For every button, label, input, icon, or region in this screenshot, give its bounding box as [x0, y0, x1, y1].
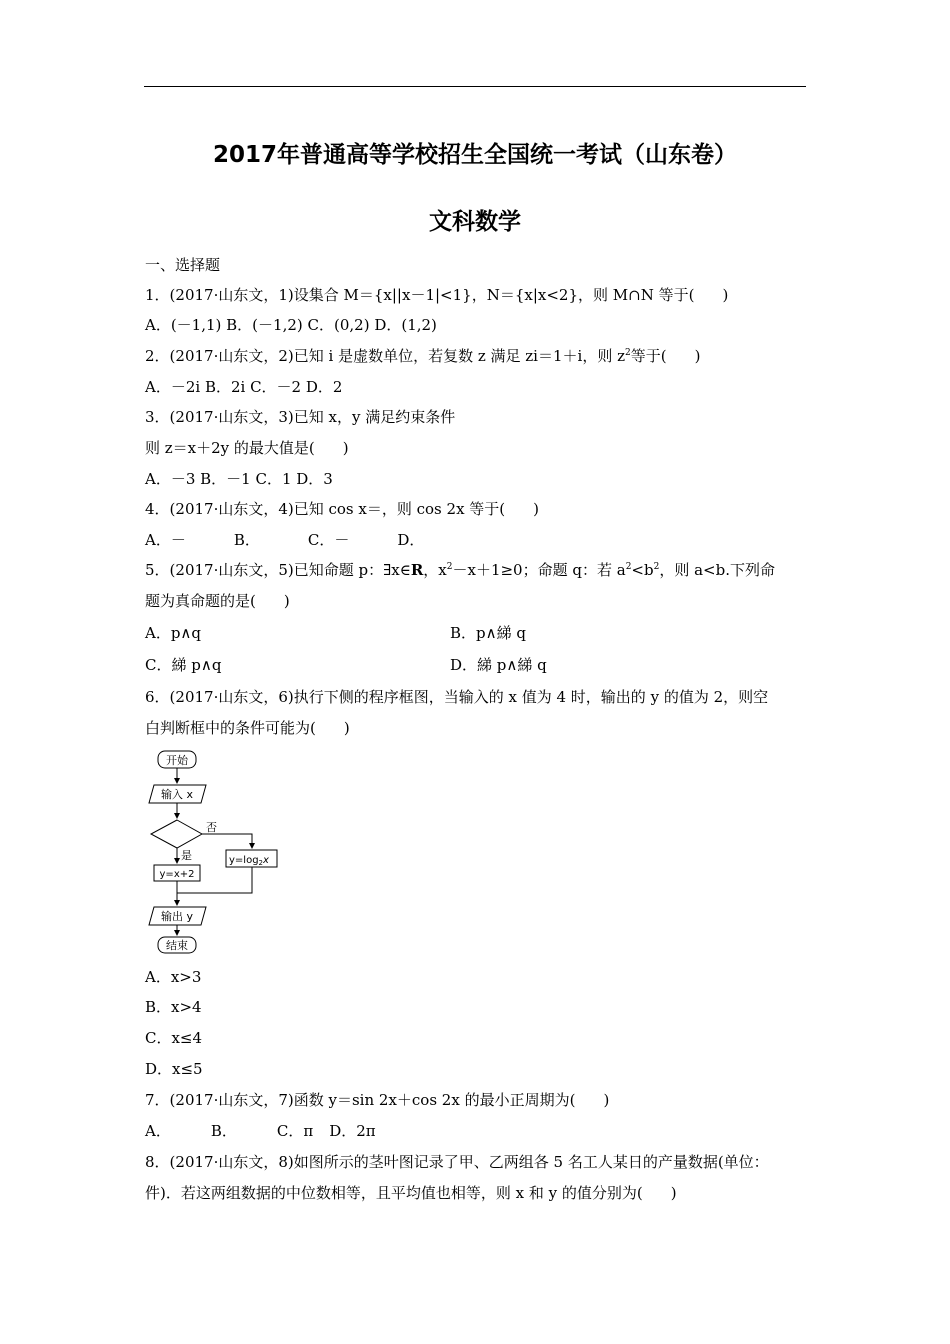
- flow-start-label: 开始: [166, 754, 188, 767]
- q6-close: ): [343, 719, 350, 737]
- q4-text: 4．(2017·山东文，4)已知 cos x＝，则 cos 2x 等于(: [145, 500, 506, 518]
- q5-sup1: 2: [446, 562, 453, 572]
- q4-option-a: A．－: [145, 531, 186, 549]
- q5-part-e: ，则 a<b.下列命: [659, 561, 775, 579]
- q5-part-c: －x＋1≥0；命题 q：若 a: [452, 561, 626, 579]
- flowchart: [140, 745, 290, 957]
- question-3: 3．(2017·山东文，3)已知 x，y 满足约束条件: [145, 408, 456, 426]
- page-subtitle: 文科数学: [429, 209, 521, 235]
- q7-close: ): [603, 1091, 610, 1109]
- question-8-line2: [145, 1184, 677, 1202]
- flow-log-b: x: [263, 855, 269, 866]
- q5-option-a: A．p∧q: [145, 624, 202, 642]
- q6-option-a: A．x>3: [145, 968, 202, 986]
- flow-no-label: 否: [206, 821, 217, 834]
- q6-option-b: B．x>4: [145, 998, 202, 1016]
- q5-option-c: C．綈 p∧q: [145, 656, 222, 674]
- q5-close: ): [283, 592, 290, 610]
- q6-option-c: C．x≤4: [145, 1029, 203, 1047]
- q4-option-c: C．－: [307, 531, 350, 549]
- flow-input-label: 输入 x: [160, 788, 194, 801]
- question-8: 8．(2017·山东文，8)如图所示的茎叶图记录了甲、乙两组各 5 名工人某日的产量数据(单位：: [145, 1153, 769, 1171]
- question-6: 6．(2017·山东文，6)执行下侧的程序框图，当输入的 x 值为 4 时，输出的 y 的值为 2，则空: [145, 688, 769, 706]
- q5-text2: 题为真命题的是(: [145, 592, 256, 610]
- q3-options: A．－3 B．－1 C．1 D．3: [145, 470, 333, 488]
- q7-text: 7．(2017·山东文，7)函数 y＝sin 2x＋cos 2x 的最小正周期为(: [145, 1091, 576, 1109]
- flow-decision: [151, 820, 202, 848]
- flow-log-label: [229, 855, 269, 867]
- page-title: 2017年普通高等学校招生全国统一考试（山东卷）: [212, 142, 737, 168]
- q7-option-b: B．: [210, 1122, 237, 1140]
- flow-log-a: y=log: [229, 855, 259, 866]
- question-7: [145, 1091, 609, 1109]
- flow-add-label: y=x+2: [159, 869, 195, 880]
- q4-options: [145, 531, 424, 549]
- q4-option-b: B．: [233, 531, 260, 549]
- question-1: [145, 286, 728, 304]
- q7-option-c: C．π: [276, 1122, 314, 1140]
- q2-close: ): [694, 347, 701, 365]
- q7-option-a: A．: [145, 1122, 171, 1140]
- q5-part-a: 5．(2017·山东文，5)已知命题 p：∃x∈: [145, 561, 411, 579]
- section-heading: 一、选择题: [145, 256, 221, 274]
- q5-sup3: 2: [653, 562, 660, 572]
- q1-prefix: 1．(2017·山东文，1)设集合: [145, 286, 344, 304]
- question-6-line2: [145, 719, 350, 737]
- q3-close: ): [342, 439, 349, 457]
- q5-real-set: R: [410, 561, 424, 579]
- q8-close: ): [670, 1184, 677, 1202]
- top-rule: [144, 86, 806, 87]
- q6-option-d: D．x≤5: [145, 1060, 203, 1078]
- question-5-line2: [145, 592, 290, 610]
- q2-options: A．－2i B．2i C．－2 D．2: [145, 378, 343, 396]
- q1-close: ): [722, 286, 729, 304]
- q5-option-b: B．p∧綈 q: [450, 624, 526, 642]
- flow-end-label: 结束: [166, 939, 188, 952]
- q5-part-b: ，x: [423, 561, 447, 579]
- q5-sup2: 2: [625, 562, 632, 572]
- question-2: [145, 347, 700, 365]
- q6-text2: 白判断框中的条件可能为(: [145, 719, 316, 737]
- question-5: [145, 561, 775, 579]
- q7-options: [145, 1122, 376, 1140]
- q1-sets: M＝{x||x－1|<1}，N＝{x|x<2}，则 M∩N 等于(: [343, 286, 695, 304]
- question-4: [145, 500, 539, 518]
- flow-yes-label: 是: [181, 849, 192, 862]
- question-3-line2: [145, 439, 349, 457]
- q8-text2: 件)．若这两组数据的中位数相等，且平均值也相等，则 x 和 y 的值分别为(: [145, 1184, 643, 1202]
- q3-text2: 则 z＝x＋2y 的最大值是(: [145, 439, 315, 457]
- q7-option-d: D．2π: [329, 1122, 376, 1140]
- flow-log-sub: 2: [258, 859, 264, 867]
- q1-options: A．(－1,1) B．(－1,2) C．(0,2) D．(1,2): [145, 316, 437, 334]
- flow-arrow-no: [202, 834, 252, 848]
- q5-part-d: <b: [631, 561, 654, 579]
- flow-output-label: 输出 y: [160, 910, 194, 923]
- q4-close: ): [533, 500, 540, 518]
- q5-option-d: D．綈 p∧綈 q: [450, 656, 547, 674]
- q4-option-d: D．: [397, 531, 425, 549]
- q2-text: 2．(2017·山东文，2)已知 i 是虚数单位，若复数 z 满足 zi＝1＋i，则 z: [145, 347, 625, 365]
- q2-sup: 2: [625, 348, 631, 358]
- q2-tail: 等于(: [630, 347, 667, 365]
